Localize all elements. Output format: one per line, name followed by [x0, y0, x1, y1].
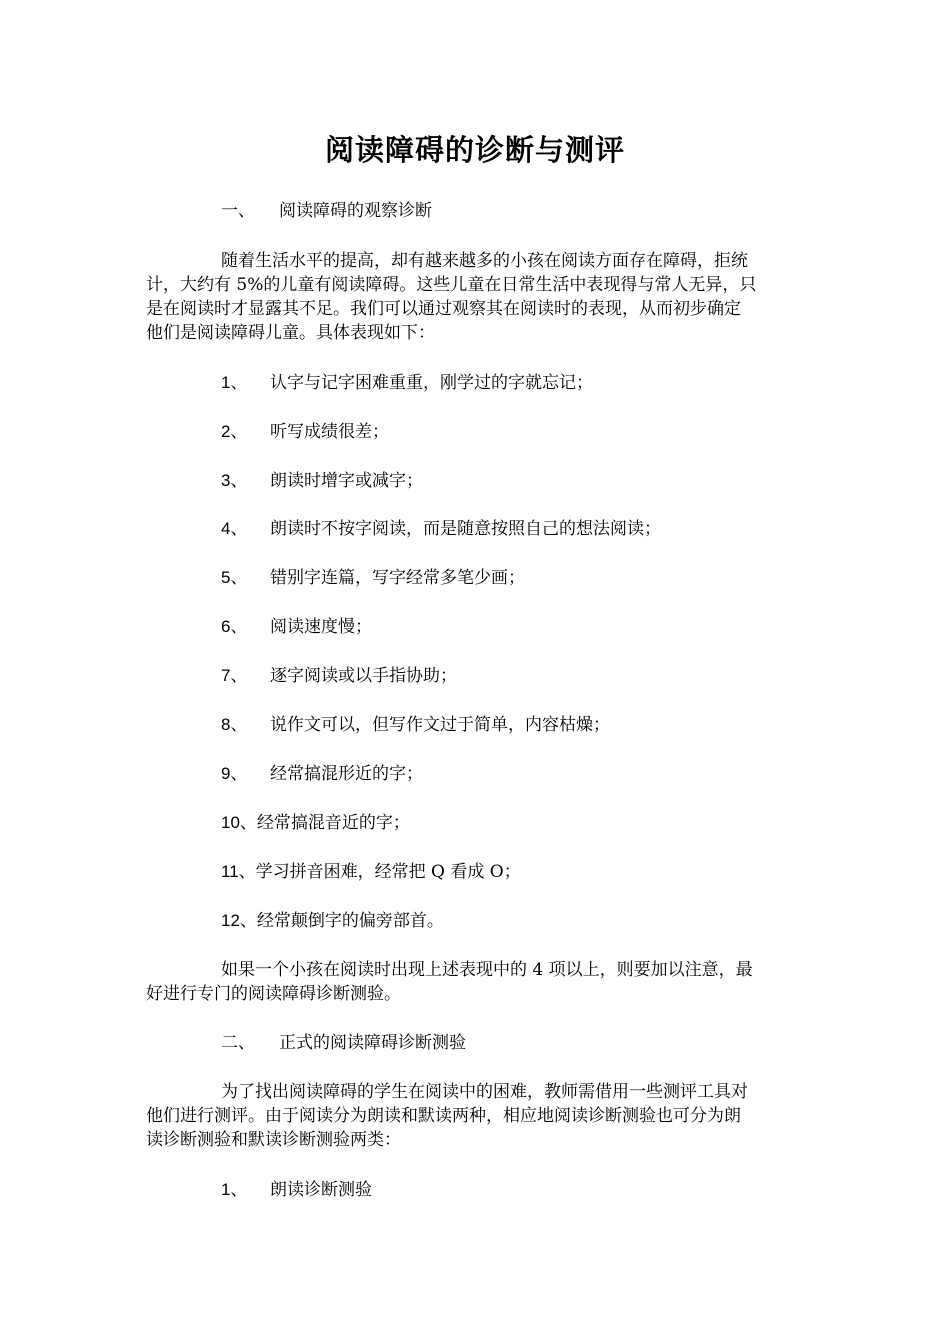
paragraph-line: 为了找出阅读障碍的学生在阅读中的困难，教师需借用一些测评工具对	[221, 1082, 748, 1102]
section-number: 一、	[221, 201, 255, 220]
list-item	[221, 615, 372, 639]
list-item-number: 9、	[221, 764, 248, 783]
list-item	[221, 566, 525, 590]
list-item-number: 10、	[221, 813, 257, 832]
list-item-number: 12、	[221, 911, 257, 930]
list-item-number: 2、	[221, 422, 248, 441]
list-item	[221, 762, 423, 786]
list-item	[221, 909, 444, 933]
sub-item-number: 1、	[221, 1180, 248, 1199]
list-item-text: 逐字阅读或以手指协助；	[270, 666, 457, 686]
list-item	[221, 811, 410, 835]
section-heading-1	[221, 199, 432, 223]
list-item-text: 阅读速度慢；	[270, 617, 372, 637]
paragraph-line: 读诊断测验和默读诊断测验两类：	[146, 1130, 401, 1150]
paragraph-line: 计，大约有 5%的儿童有阅读障碍。这些儿童在日常生活中表现得与常人无异，只	[146, 275, 757, 295]
section-title: 阅读障碍的观察诊断	[279, 201, 432, 221]
list-item-text: 经常搞混形近的字；	[270, 764, 423, 784]
paragraph-line: 是在阅读时才显露其不足。我们可以通过观察其在阅读时的表现，从而初步确定	[146, 299, 741, 319]
section-heading-2	[221, 1031, 466, 1055]
list-item-number: 6、	[221, 617, 248, 636]
paragraph-line: 他们是阅读障碍儿童。具体表现如下：	[146, 323, 435, 343]
list-item-number: 8、	[221, 715, 248, 734]
list-item	[221, 371, 593, 395]
paragraph-line: 好进行专门的阅读障碍诊断测验。	[146, 984, 401, 1004]
list-item	[221, 420, 389, 444]
list-item-number: 1、	[221, 373, 248, 392]
list-item-text: 错别字连篇，写字经常多笔少画；	[270, 568, 525, 588]
list-item-number: 4、	[221, 519, 248, 538]
list-item-number: 7、	[221, 666, 248, 685]
list-item-text: 经常颠倒字的偏旁部首。	[256, 911, 444, 931]
list-item	[221, 469, 423, 493]
sub-item	[221, 1178, 372, 1202]
list-item-number: 3、	[221, 471, 248, 490]
list-item-text: 朗读时不按字阅读，而是随意按照自己的想法阅读；	[270, 519, 661, 539]
section-title: 正式的阅读障碍诊断测验	[279, 1033, 466, 1053]
list-item-text: 经常搞混音近的字；	[256, 813, 410, 833]
list-item	[221, 664, 457, 688]
list-item	[221, 517, 661, 541]
sub-item-text: 朗读诊断测验	[270, 1180, 372, 1200]
list-item-text: 朗读时增字或减字；	[270, 471, 423, 491]
paragraph-line: 随着生活水平的提高，却有越来越多的小孩在阅读方面存在障碍，拒统	[221, 251, 748, 271]
list-item-text: 认字与记字困难重重，刚学过的字就忘记；	[270, 373, 593, 393]
list-item-number: 11、	[221, 862, 256, 881]
section-number: 二、	[221, 1033, 255, 1052]
list-item	[221, 860, 521, 884]
list-item	[221, 713, 610, 737]
paragraph-line: 他们进行测评。由于阅读分为朗读和默读两种，相应地阅读诊断测验也可分为朗	[146, 1106, 741, 1126]
list-item-text: 说作文可以，但写作文过于简单，内容枯燥；	[270, 715, 610, 735]
paragraph-line: 如果一个小孩在阅读时出现上述表现中的 4 项以上，则要加以注意，最	[221, 960, 753, 980]
list-item-text: 学习拼音困难，经常把 Q 看成 O；	[255, 862, 521, 882]
document-title: 阅读障碍的诊断与测评	[324, 133, 625, 167]
list-item-number: 5、	[221, 568, 248, 587]
list-item-text: 听写成绩很差；	[270, 422, 389, 442]
